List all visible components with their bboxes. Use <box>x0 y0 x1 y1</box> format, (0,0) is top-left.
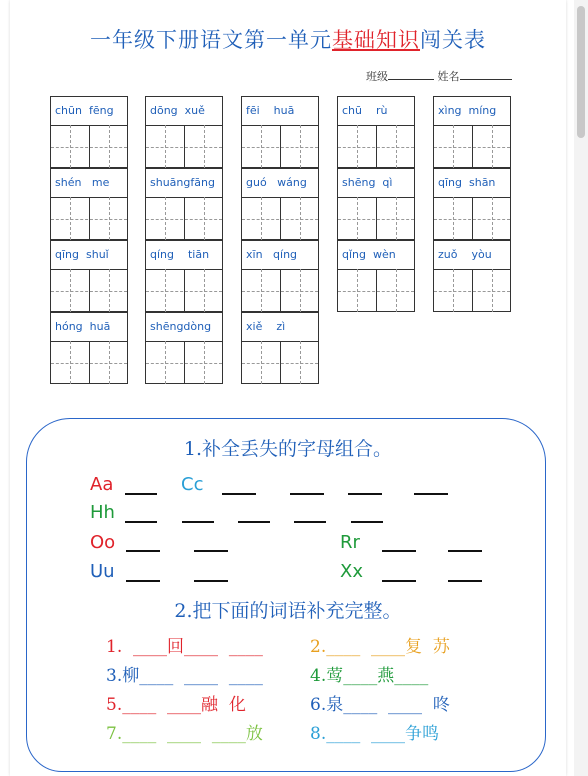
letter-blank[interactable] <box>222 493 256 495</box>
letter-pair: Rr <box>340 532 360 553</box>
char-box-guide <box>242 219 318 220</box>
letter-blank[interactable] <box>294 521 326 523</box>
char-box-guide <box>51 147 127 148</box>
letter-blank[interactable] <box>351 521 383 523</box>
char-box-guide <box>146 219 222 220</box>
char-box-guide <box>338 291 414 292</box>
pinyin-text: qǐng wèn <box>342 248 396 261</box>
phrase-item-2: 2.____ ____复 苏 <box>310 637 450 657</box>
letter-pair: Uu <box>90 561 115 582</box>
title-highlight: 基础知识 <box>332 28 420 52</box>
char-box-guide <box>434 147 510 148</box>
phrase-item-1: 1. ____回____ ____ <box>106 637 263 657</box>
pinyin-text: xīn qíng <box>246 248 298 261</box>
pinyin-cell[interactable] <box>433 168 511 240</box>
pinyin-text: qīng shān <box>438 176 496 189</box>
letter-blank[interactable] <box>125 493 157 495</box>
letter-blank[interactable] <box>348 493 382 495</box>
pinyin-text: dōng xuě <box>150 104 205 117</box>
pinyin-text: xìng míng <box>438 104 497 117</box>
letter-blank[interactable] <box>290 493 324 495</box>
vertical-scrollbar[interactable] <box>574 0 588 776</box>
pinyin-cell[interactable] <box>337 96 415 168</box>
letter-blank[interactable] <box>182 521 214 523</box>
pinyin-cell[interactable] <box>145 312 223 384</box>
section2-title: 2.把下面的词语补充完整。 <box>174 600 402 622</box>
letter-blank[interactable] <box>414 493 448 495</box>
char-box-guide <box>242 147 318 148</box>
char-box-guide <box>242 291 318 292</box>
pinyin-cell[interactable] <box>433 240 511 312</box>
pinyin-cell[interactable] <box>50 312 128 384</box>
char-box-guide <box>51 219 127 220</box>
pinyin-text: chū rù <box>342 104 388 117</box>
letter-blank[interactable] <box>448 580 482 582</box>
title-part2: 闯关表 <box>420 28 486 52</box>
char-box-guide <box>434 219 510 220</box>
pinyin-text: zuǒ yòu <box>438 248 492 261</box>
char-box-guide <box>146 147 222 148</box>
char-box-guide <box>242 363 318 364</box>
char-box-guide <box>434 291 510 292</box>
scrollbar-thumb[interactable] <box>577 6 585 138</box>
letter-blank[interactable] <box>238 521 270 523</box>
pinyin-cell[interactable] <box>50 240 128 312</box>
pinyin-cell[interactable] <box>145 96 223 168</box>
letter-pair: Xx <box>340 561 363 582</box>
pinyin-text: shēngdòng <box>150 320 212 333</box>
letter-blank[interactable] <box>194 550 228 552</box>
char-box-guide <box>51 291 127 292</box>
pinyin-text: shén me <box>55 176 110 189</box>
char-box-guide <box>146 363 222 364</box>
letter-pair: Oo <box>90 532 116 553</box>
letter-pair: Hh <box>90 502 115 523</box>
letter-blank[interactable] <box>125 521 157 523</box>
letter-blank[interactable] <box>448 550 482 552</box>
pinyin-cell[interactable] <box>50 168 128 240</box>
pinyin-cell[interactable] <box>241 168 319 240</box>
letter-blank[interactable] <box>194 580 228 582</box>
name-label: 姓名 <box>437 70 460 83</box>
char-box-guide <box>51 363 127 364</box>
pinyin-text: fēi huā <box>246 104 295 117</box>
letter-blank[interactable] <box>126 550 160 552</box>
exercise-panel <box>26 418 546 772</box>
pinyin-cell[interactable] <box>241 96 319 168</box>
pinyin-text: chūn fēng <box>55 104 114 117</box>
pinyin-cell[interactable] <box>241 240 319 312</box>
page-title <box>10 24 566 54</box>
letter-blank[interactable] <box>382 550 416 552</box>
pinyin-text: shuāngfāng <box>150 176 215 189</box>
title-part1: 一年级下册语文第一单元 <box>90 28 332 52</box>
class-blank[interactable] <box>388 69 434 80</box>
letter-blank[interactable] <box>126 580 160 582</box>
phrase-item-6: 6.泉____ ____ 咚 <box>310 695 450 715</box>
pinyin-cell[interactable] <box>50 96 128 168</box>
phrase-item-3: 3.柳____ ____ ____ <box>106 666 263 686</box>
pinyin-text: shēng qì <box>342 176 393 189</box>
pinyin-cell[interactable] <box>337 168 415 240</box>
pinyin-text: hóng huā <box>55 320 111 333</box>
student-info-line <box>366 68 512 84</box>
char-box-guide <box>146 291 222 292</box>
pinyin-text: qīng shuǐ <box>55 248 109 261</box>
pinyin-cell[interactable] <box>145 168 223 240</box>
section1-title: 1.补全丢失的字母组合。 <box>183 438 393 460</box>
pinyin-text: xiě zì <box>246 320 286 333</box>
pinyin-text: guó wáng <box>246 176 307 189</box>
char-box-guide <box>338 147 414 148</box>
pinyin-cell[interactable] <box>145 240 223 312</box>
phrase-item-8: 8.____ ____争鸣 <box>310 724 440 744</box>
letter-pair: Cc <box>181 474 204 495</box>
char-box-guide <box>338 219 414 220</box>
pinyin-cell[interactable] <box>337 240 415 312</box>
phrase-item-5: 5.____ ____融 化 <box>106 695 246 715</box>
worksheet-page <box>10 0 566 776</box>
class-label: 班级 <box>366 70 388 83</box>
letter-pair: Aa <box>90 474 114 495</box>
phrase-item-4: 4.莺____燕____ <box>310 666 429 686</box>
pinyin-cell[interactable] <box>241 312 319 384</box>
phrase-item-7: 7.____ ____ ____放 <box>106 724 263 744</box>
pinyin-cell[interactable] <box>433 96 511 168</box>
pinyin-text: qíng tiān <box>150 248 210 261</box>
name-blank[interactable] <box>460 69 512 80</box>
letter-blank[interactable] <box>382 580 416 582</box>
